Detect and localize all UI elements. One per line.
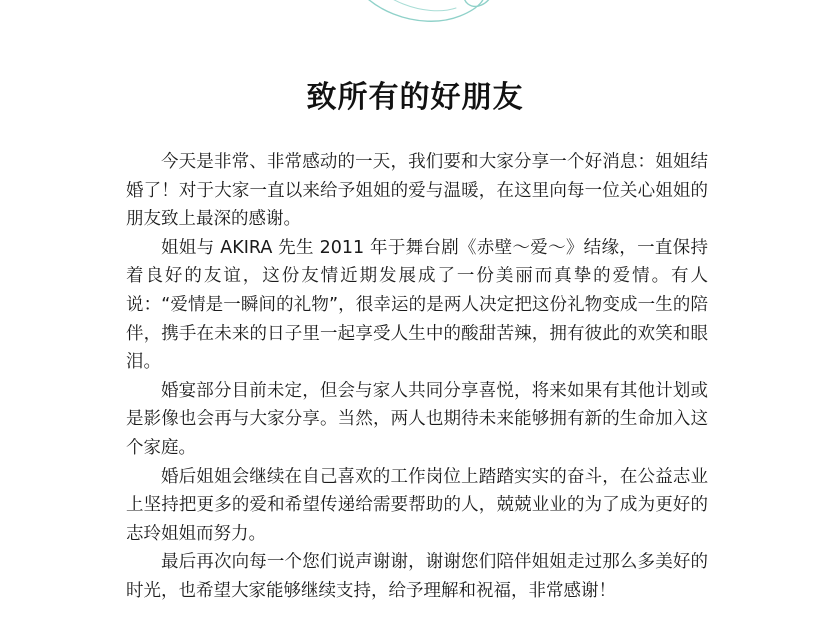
letter-body xyxy=(126,148,708,606)
decorative-swirl-icon xyxy=(330,0,500,30)
paragraph-thanks: 最后再次向每一个您们说声谢谢，谢谢您们陪伴姐姐走过那么多美好的时光，也希望大家能够继续支持，给予理解和祝福，非常感谢！ xyxy=(126,552,708,601)
paragraph-intro: 今天是非常、非常感动的一天，我们要和大家分享一个好消息：姐姐结婚了！对于大家一直以来给予姐姐的爱与温暖，在这里向每一位关心姐姐的朋友致上最深的感谢。 xyxy=(126,152,708,230)
letter-title: 致所有的好朋友 xyxy=(306,80,524,115)
paragraph-relationship: 姐姐与 AKIRA 先生 2011 年于舞台剧《赤壁～爱～》结缘，一直保持着良好的友谊，这份友情近期发展成了一份美丽而真挚的爱情。有人说：“爱情是一瞬间的礼物”，很幸运的是两人决定把这份礼物变成一生的陪伴，携手在未来的日子里一起享受人生中的酸甜苦辣，拥有彼此的欢笑和眼泪。 xyxy=(126,237,708,373)
paragraph-wedding-plans: 婚宴部分目前未定，但会与家人共同分享喜悦，将来如果有其他计划或是影像也会再与大家分享。当然，两人也期待未来能够拥有新的生命加入这个家庭。 xyxy=(126,380,708,458)
paragraph-career: 婚后姐姐会继续在自己喜欢的工作岗位上踏踏实实的奋斗，在公益志业上坚持把更多的爱和希望传递给需要帮助的人，兢兢业业的为了成为更好的志玲姐姐而努力。 xyxy=(126,466,708,544)
